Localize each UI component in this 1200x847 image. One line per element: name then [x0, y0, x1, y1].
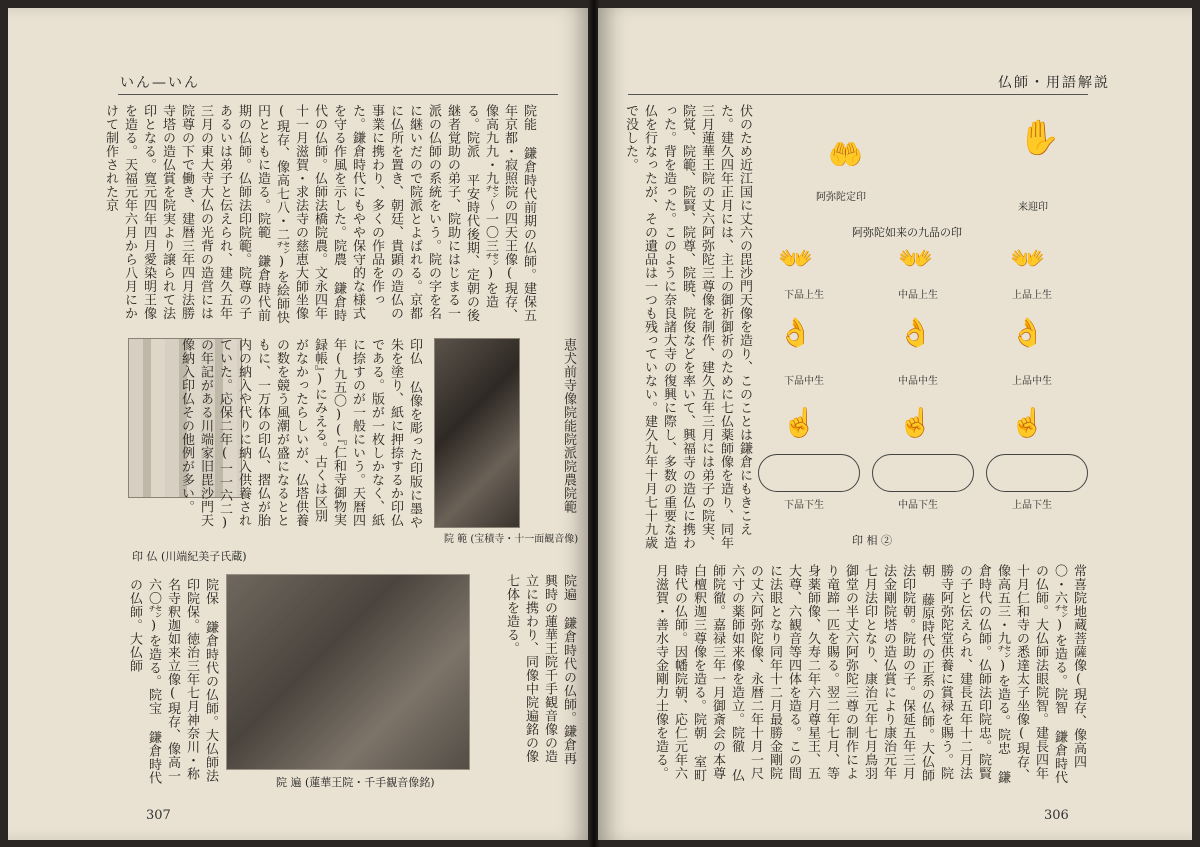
mudra-loop-2	[872, 454, 974, 492]
right-running-header: 仏師・用語解説	[998, 75, 1110, 91]
left-mid-text: 院遍 鎌倉時代の仏師。鎌倉再興時の蓮華王院千手観音像の造立に携わり、同像中院遍銘の像七体を造る。	[504, 574, 576, 765]
mudra-label-2-2: 中品中生	[898, 376, 938, 387]
mudra-loop-3	[986, 454, 1088, 492]
inpen-inscription-photo	[226, 574, 470, 770]
mudra-label-1-2: 中品上生	[898, 290, 938, 301]
amida-jouin-hand-icon: 🤲	[828, 138, 863, 171]
mudra-title: 阿弥陀如来の九品の印	[852, 226, 962, 239]
joubon-joushou-hand-icon: 👐	[1010, 242, 1045, 275]
gebon-geshou-hand-icon: ☝	[782, 406, 817, 439]
inpen-caption: 院 遍 (蓮華王院・千手観音像銘)	[276, 776, 435, 789]
mudra-diagram	[748, 108, 1088, 548]
mudra-label-2-3: 上品中生	[1012, 376, 1052, 387]
mudra-label-3-1: 下品下生	[784, 500, 824, 511]
inhan-statue-photo	[434, 338, 520, 528]
left-col-text: 恵犬前寺像院能院派院農院範	[561, 338, 576, 514]
joubon-chuushou-hand-icon: 👌	[1010, 316, 1045, 349]
chuubon-chuushou-hand-icon: 👌	[898, 316, 933, 349]
mudra-caption: 印 相 ②	[852, 534, 892, 547]
right-top-text: 伏のため近江国に丈六の毘沙門天像を造り、このことは鎌倉にもきこえた。建久四年正月には、主上の御祈御祈のために七仏薬師像を造り、同年三月蓮華王院の丈六阿弥陀三尊像を制作、建久五年三月には弟子の院実、院覚、院範、院賢、院尊、院暁、院俊などを率いて、興福寺の造仏に携わった。背を造った。このように奈良諸大寺の復興に際し、多数の重要な造仏を行なったが、その遺品は一つも残っていない。建久九年十月七十九歳で没した。	[623, 104, 752, 550]
mudra-label-jouin: 阿弥陀定印	[816, 192, 866, 203]
chuubon-geshou-hand-icon: ☝	[898, 406, 933, 439]
left-page-number: 307	[146, 808, 171, 823]
left-header-rule	[118, 94, 558, 95]
left-running-header: いん—いん	[120, 75, 200, 91]
left-bottom-text: 院保 鎌倉時代の仏師。大仏師法印院保。徳治三年七月神奈川・称名寺釈迦如来立像(現存、像高一六〇㌢)を造る。院宝 鎌倉時代の仏師。大仏師	[127, 578, 218, 785]
mudra-label-2-1: 下品中生	[784, 376, 824, 387]
mudra-loop-1	[758, 454, 860, 492]
mudra-label-3-3: 上品下生	[1012, 500, 1052, 511]
mudra-label-raigou: 来迎印	[1018, 202, 1048, 213]
mudra-label-3-2: 中品下生	[898, 500, 938, 511]
left-page	[8, 8, 590, 840]
right-bottom-text: 常喜院地蔵菩薩像(現存、像高四〇・六㌢)を造る。院智 鎌倉時代の仏師。大仏師法眼院智。建長四年十月仁和寺の悉達太子坐像(現存、像高五三・九㌢)を造る。院忠 鎌倉時代の仏師。仏師法印院忠。院賢の子と伝えられ、建長五年十二月法勝寺阿弥陀堂供養に賞禄を賜う。院朝 藤原時代の正系の仏師。大仏師法印院朝。院助の子。保延五年三月法金剛院塔の造仏賞により康治元年七月法印となり、康治元年七月鳥羽御堂の半丈六阿弥陀三尊の制作により竜蹄一匹を賜る。翌二年七月、等身薬師像、久寿二年六月尊星王、五大尊、六観音等四体を造る。この間に法眼となり同年十二月最勝金剛院の丈六阿弥陀像、永暦二年十月一尺六寸の薬師如来像を造立。院徹 仏師院徹。嘉禄三年一月御斎会の本尊白檀釈迦三尊像を造る。院朝 室町時代の仏師。因幡院朝、応仁元年六月滋賀・善水寺金剛力士像を造る。	[653, 564, 1086, 784]
inbutsu-caption: 印 仏 (川端紀美子氏蔵)	[132, 550, 247, 563]
joubon-geshou-hand-icon: ☝	[1010, 406, 1045, 439]
inbutsu-text: 印仏 仏像を彫った印版に墨や朱を塗り、紙に押捺するか印仏である。版が一枚しかなく、紙に捺すのが一般にいう。天暦四年(九五〇)(『仁和寺御物実録帳』)にみえる。古くは区別がなかったらしいが、仏塔供養の数を競う風潮が盛になるとともに、一万体の印仏、摺仏が胎内の納入や代りに納入供養されていた。応保二年(一一六二)の年記がある川端家旧毘沙門天像納入印仏その他例が多い。	[179, 338, 422, 531]
mudra-label-1-3: 上品上生	[1012, 290, 1052, 301]
gebon-joushou-hand-icon: 👐	[778, 242, 813, 275]
right-page-number: 306	[1044, 808, 1069, 823]
mudra-label-1-1: 下品上生	[784, 290, 824, 301]
chuubon-joushou-hand-icon: 👐	[898, 242, 933, 275]
gebon-chuushou-hand-icon: 👌	[778, 316, 813, 349]
raigou-hand-icon: ✋	[1018, 118, 1061, 158]
left-main-text: 院能 鎌倉時代前期の仏師。建保五年京都・寂照院の四天王像(現存、像高九九・九㌢〜一〇三㌢)を造る。院派 平安時代後期、定朝の後継者覚助の弟子、院助にはじまる一派の仏師の系統をいう。院の字を名に継いだので院派とよばれる。京都に仏所を置き、朝廷、貴顕の造仏の事業に携わり、多くの作品を作った。鎌倉時代にもやや保守的な様式を守る作風を示した。院農 鎌倉時代の仏師。仏師法橋院農。文永四年十一月滋賀・求法寺の慈恵大師坐像(現存、像高七八・二㌢)を絵師快円とともに造る。院範 鎌倉時代前期の仏師。仏師法印院範。院尊の子あるいは弟子と伝えられ、建久五年三月の東大寺大仏の光背の造営には院尊の下で働き、建暦三年四月法勝寺塔の造仏賞を院実より譲られて法印となる。寛元四年四月愛染明王像を造る。天福元年六月から八月にかけて制作された京	[103, 104, 536, 324]
inhan-caption: 院 範 (宝積寺・十一面観音像)	[444, 534, 579, 545]
right-header-rule	[628, 94, 1088, 95]
right-page	[598, 8, 1192, 840]
